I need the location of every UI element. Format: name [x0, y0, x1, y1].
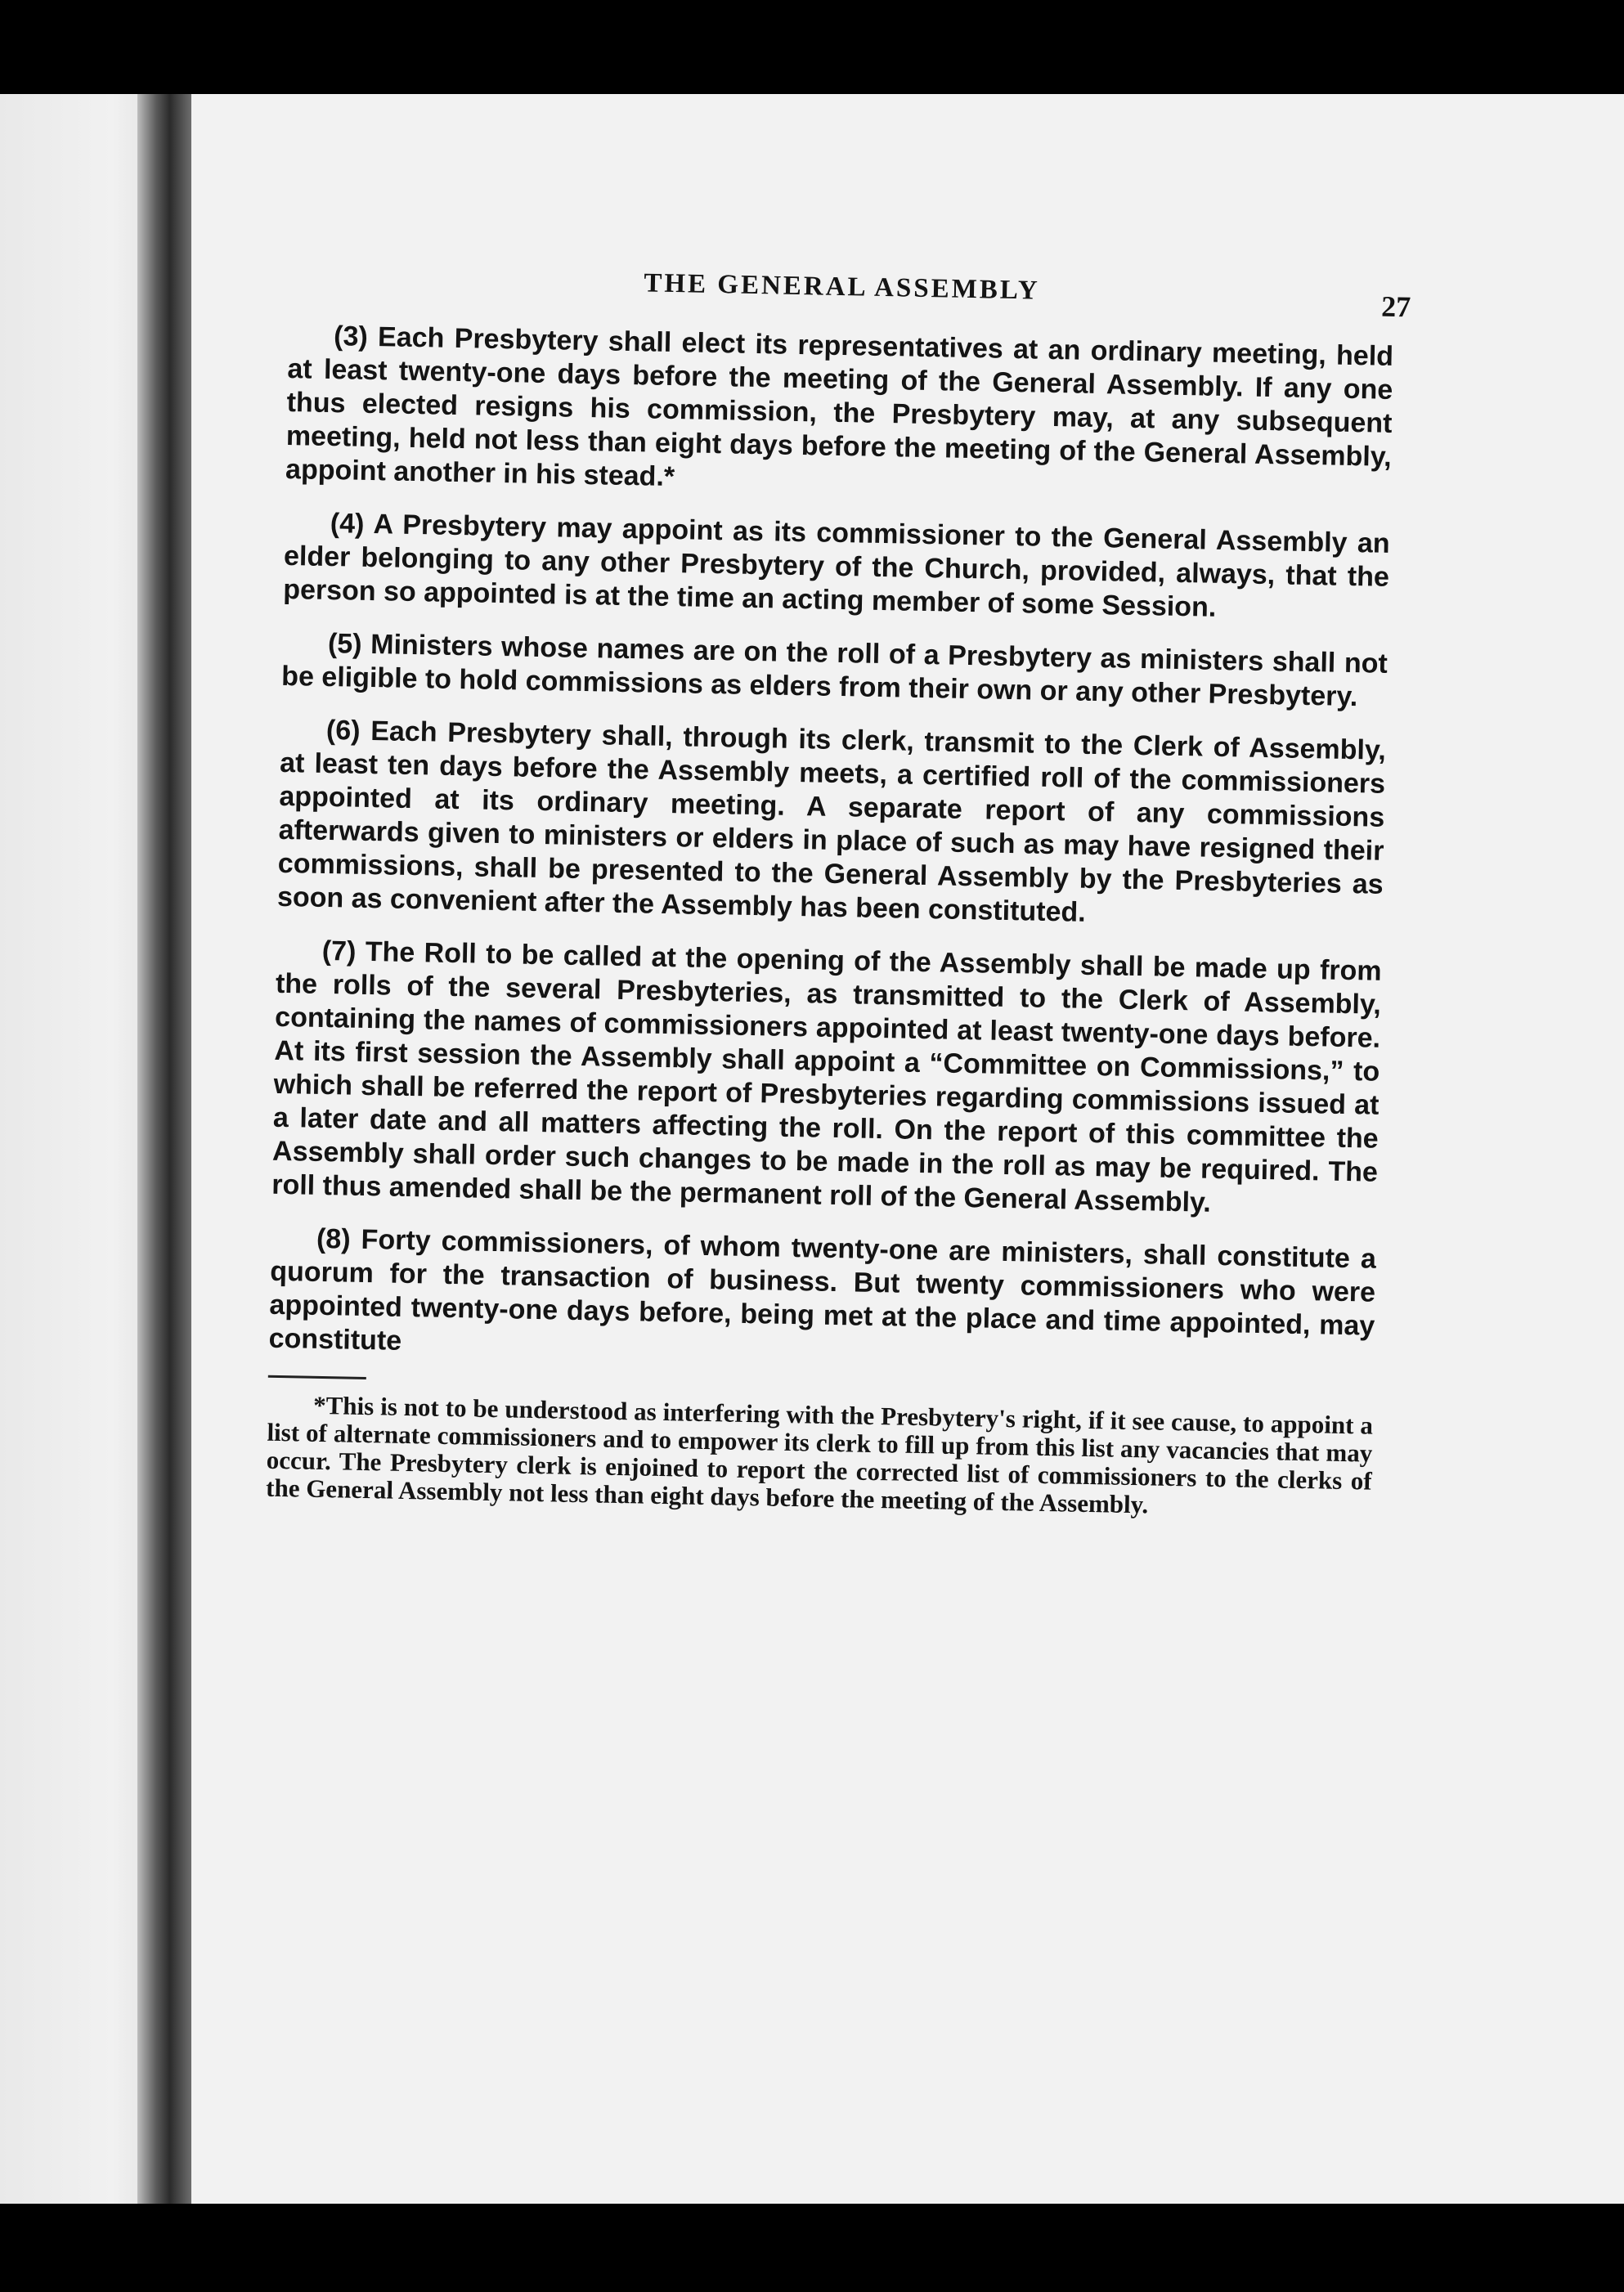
page-content [265, 262, 1411, 1523]
footnote: *This is not to be understood as interfering with the Presbytery's right, if it see cause, to appoint a list of alternate commissioners and to empower its clerk to fill up from this list any vacancies that may occur. The Presbytery clerk is enjoined to report the corrected list of commissioners to the clerks of the General Assembly not less than eight days before the meeting of the Assembly. [265, 1390, 1374, 1519]
paragraph-8: (8) Forty commissioners, of whom twenty-one are ministers, shall constitute a quorum for the transaction of business. But twenty commissioners who were appointed twenty-one days before, being met at the place and time appointed, may constitute [268, 1222, 1377, 1357]
paragraph-5: (5) Ministers whose names are on the roll of a Presbytery as ministers shall not be eligible to hold commissions as elders from their own or any other Presbytery. [280, 627, 1388, 713]
page-number: 27 [1380, 289, 1411, 324]
paragraph-7: (7) The Roll to be called at the opening of the Assembly shall be made up from the rolls of the several Presbyteries, as transmitted to the Clerk of Assembly, containing the names of commissioners appointed at least twenty-one days before. At its first session the Assembly shall appoint a “Committee on Commissions,” to which shall be referred the report of Presbyteries regarding commissions issued at a later date and all matters affecting the roll. On the report of this committee the Assembly shall order such changes to be made in the roll as may be required. The roll thus amended shall be the permanent roll of the General Assembly. [271, 935, 1382, 1218]
book-spine [137, 94, 191, 2204]
paragraph-3: (3) Each Presbytery shall elect its representatives at an ordinary meeting, held at least twenty-one days before the meeting of the General Assembly. If any one thus elected resigns his commission, the Presbytery may, at any subsequent meeting, held not less than eight days before the meeting of the General Assembly, appoint another in his stead.* [285, 321, 1394, 493]
paragraph-4: (4) A Presbytery may appoint as its commissioner to the General Assembly an elder belonging to any other Presbytery of the Church, provided, always, that the person so appointed is at the time an acting member of some Session. [282, 508, 1390, 623]
footnote-divider [268, 1375, 366, 1379]
running-title: THE GENERAL ASSEMBLY [644, 268, 1040, 306]
paragraph-6: (6) Each Presbytery shall, through its clerk, transmit to the Clerk of Assembly, at least ten days before the Assembly meets, a certified roll of the commissioners appointed at its ordinary meeting. A separate report of any commissions afterwards given to ministers or elders in place of such as may have resigned their commissions, shall be presented to the General Assembly by the Presbyteries as soon as convenient after the Assembly has been constituted. [276, 714, 1387, 928]
book-page [191, 94, 1624, 2204]
